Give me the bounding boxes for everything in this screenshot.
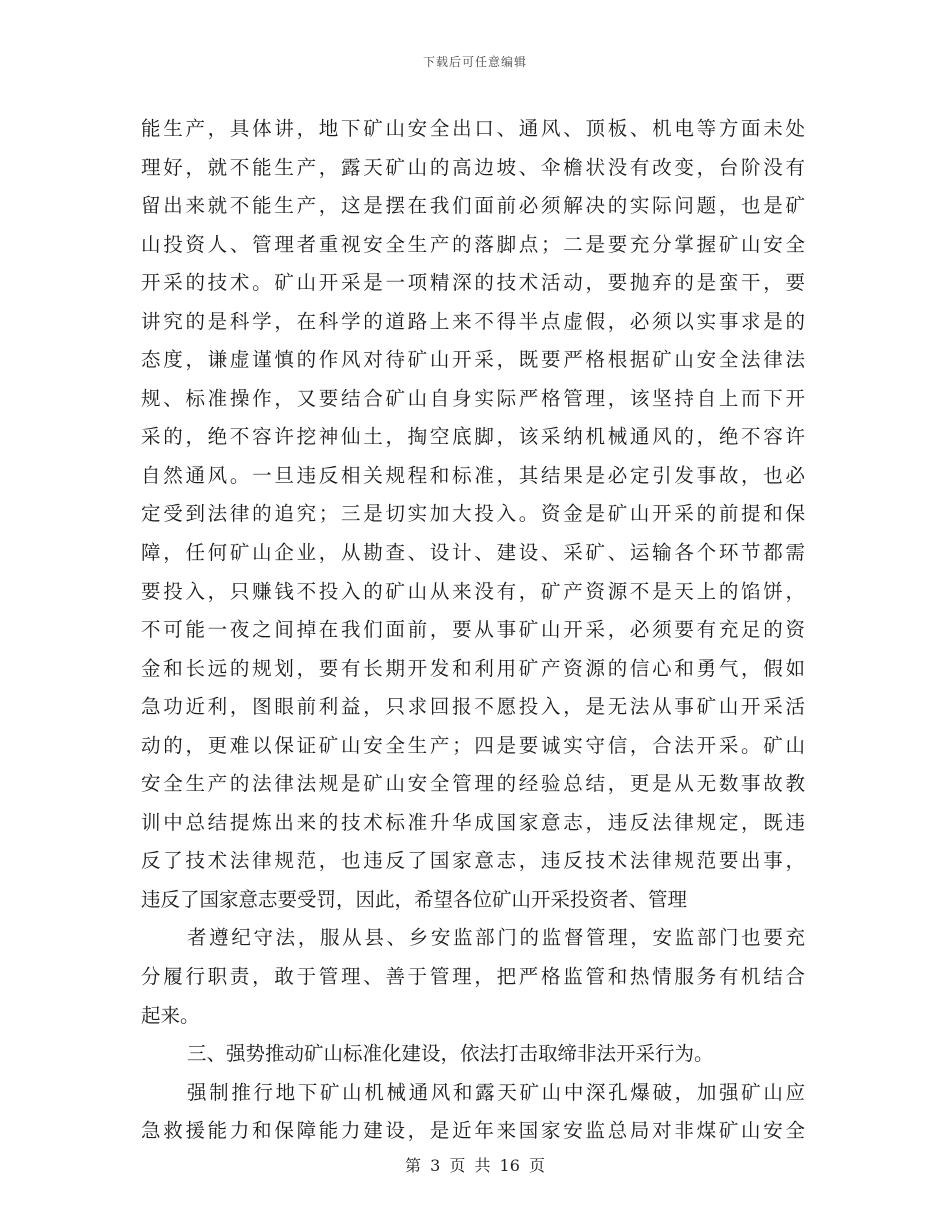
text-line: 动的，更难以保证矿山安全生产；四是要诚实守信，合法开采。矿山 [141, 733, 805, 757]
text-line: 规、标准操作，又要结合矿山自身实际严格管理，该坚持自上而下开 [141, 386, 805, 410]
text-line: 不可能一夜之间掉在我们面前，要从事矿山开采，必须要有充足的资 [141, 618, 805, 642]
text-line: 自然通风。一旦违反相关规程和标准，其结果是必定引发事故，也必 [141, 463, 805, 487]
page-footer: 第 3 页 共 16 页 [405, 1156, 545, 1175]
paragraph-start-line: 者遵纪守法，服从县、乡安监部门的监督管理，安监部门也要充 [187, 926, 805, 950]
text-line: 急救援能力和保障能力建设，是近年来国家安监总局对非煤矿山安全 [141, 1119, 805, 1143]
text-line: 金和长远的规划，要有长期开发和利用矿产资源的信心和勇气，假如 [141, 656, 805, 680]
text-line: 训中总结提炼出来的技术标准升华成国家意志，违反法律规定，既违 [141, 810, 805, 834]
text-line: 违反了国家意志要受罚，因此，希望各位矿山开采投资者、管理 [141, 887, 688, 911]
text-line: 采的，绝不容许挖神仙土，掏空底脚，该采纳机械通风的，绝不容许 [141, 425, 805, 449]
paragraph-start-line: 强制推行地下矿山机械通风和露天矿山中深孔爆破，加强矿山应 [187, 1080, 805, 1104]
text-line: 要投入，只赚钱不投入的矿山从来没有，矿产资源不是天上的馅饼， [141, 579, 805, 603]
text-line: 安全生产的法律法规是矿山安全管理的经验总结，更是从无数事故教 [141, 772, 805, 796]
text-line: 急功近利，图眼前利益，只求回报不愿投入，是无法从事矿山开采活 [141, 695, 805, 719]
text-line: 分履行职责，敢于管理、善于管理，把严格监管和热情服务有机结合 [141, 965, 805, 989]
text-line: 理好，就不能生产，露天矿山的高边坡、伞檐状没有改变，台阶没有 [141, 155, 805, 179]
text-line: 讲究的是科学，在科学的道路上来不得半点虚假，必须以实事求是的 [141, 309, 805, 333]
text-line: 定受到法律的追究；三是切实加大投入。资金是矿山开采的前提和保 [141, 502, 805, 526]
text-line: 能生产，具体讲，地下矿山安全出口、通风、顶板、机电等方面未处 [141, 117, 805, 140]
text-line: 障，任何矿山企业，从勘查、设计、建设、采矿、运输各个环节都需 [141, 541, 805, 565]
page-header: 下载后可任意编辑 [422, 55, 527, 69]
section-heading: 三、强势推动矿山标准化建设，依法打击取缔非法开采行为。 [187, 1042, 714, 1066]
text-line: 起来。 [141, 1003, 200, 1027]
text-line: 反了技术法律规范，也违反了国家意志，违反技术法律规范要出事， [141, 849, 805, 873]
text-line: 山投资人、管理者重视安全生产的落脚点；二是要充分掌握矿山安全 [141, 232, 805, 256]
text-line: 开采的技术。矿山开采是一项精深的技术活动，要抛弃的是蛮干，要 [141, 271, 805, 295]
document-body [141, 110, 805, 1151]
text-line: 留出来就不能生产，这是摆在我们面前必须解决的实际问题，也是矿 [141, 194, 805, 218]
text-line: 态度，谦虚谨慎的作风对待矿山开采，既要严格根据矿山安全法律法 [141, 348, 805, 372]
